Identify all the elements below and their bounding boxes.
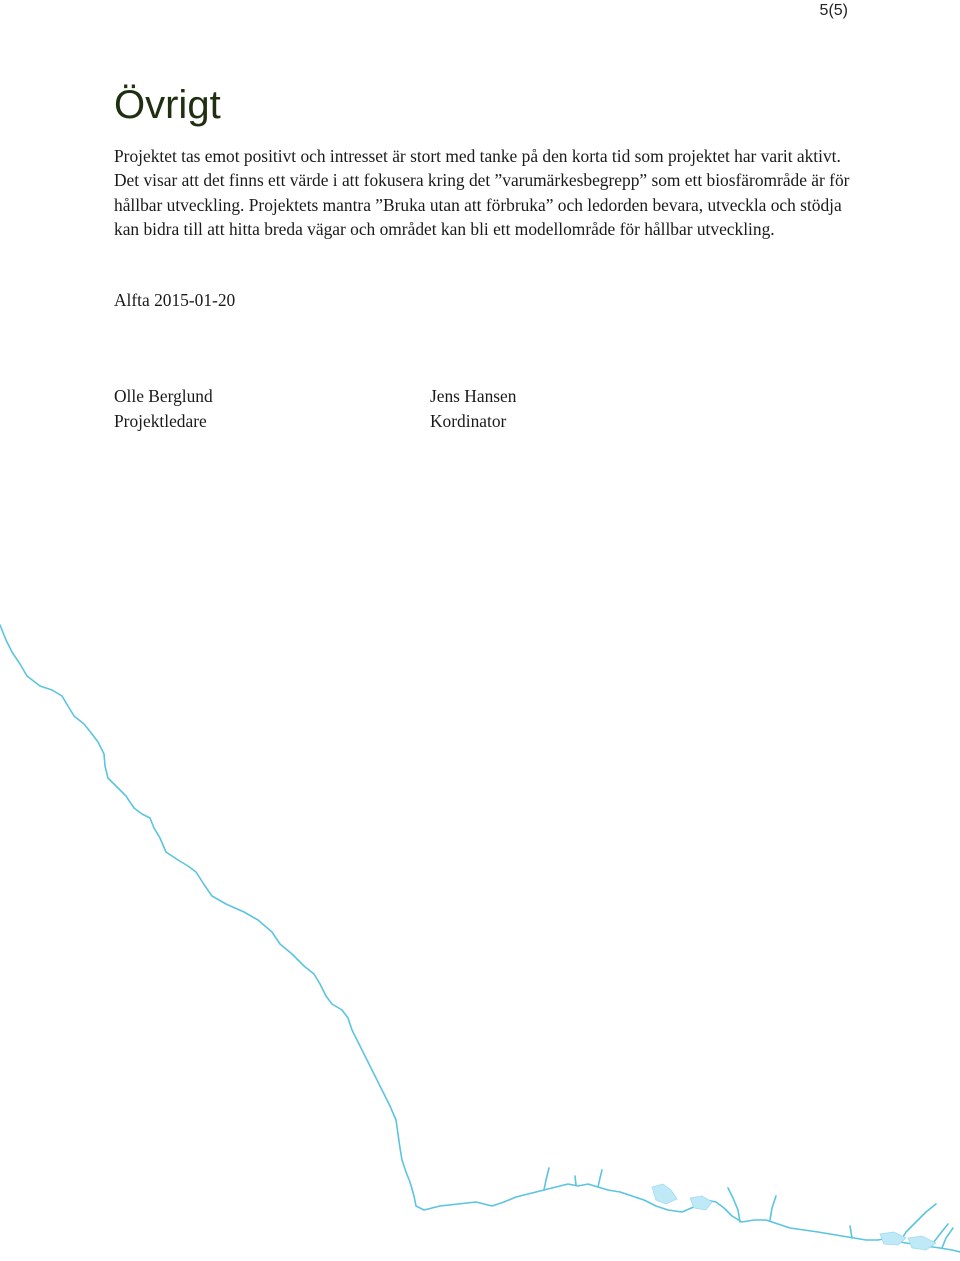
signer-role: Projektledare	[114, 410, 207, 431]
page-number: 5(5)	[819, 2, 848, 19]
signature-block-right	[430, 384, 516, 433]
signer-name: Olle Berglund	[114, 386, 213, 406]
place-date: Alfta 2015-01-20	[114, 290, 236, 310]
signer-name: Jens Hansen	[430, 386, 517, 406]
body-paragraph: Projektet tas emot positivt och intresset är stort med tanke på den korta tid som projektet har varit aktivt. Det visar att det finns ett värde i att fokusera kring det ”varumärkesbegrepp” som ett biosfärområde är för hållbar utveckling. Projektets mantra ”Bruka utan att förbruka” och ledorden bevara, utveckla och stödja kan bidra till att hitta breda vägar och området kan bli ett modellområde för hållbar utveckling.	[114, 146, 850, 240]
river-illustration-icon	[0, 600, 960, 1261]
signer-role: Kordinator	[430, 410, 507, 431]
section-title: Övrigt	[114, 83, 221, 127]
signature-block-left	[114, 384, 213, 433]
